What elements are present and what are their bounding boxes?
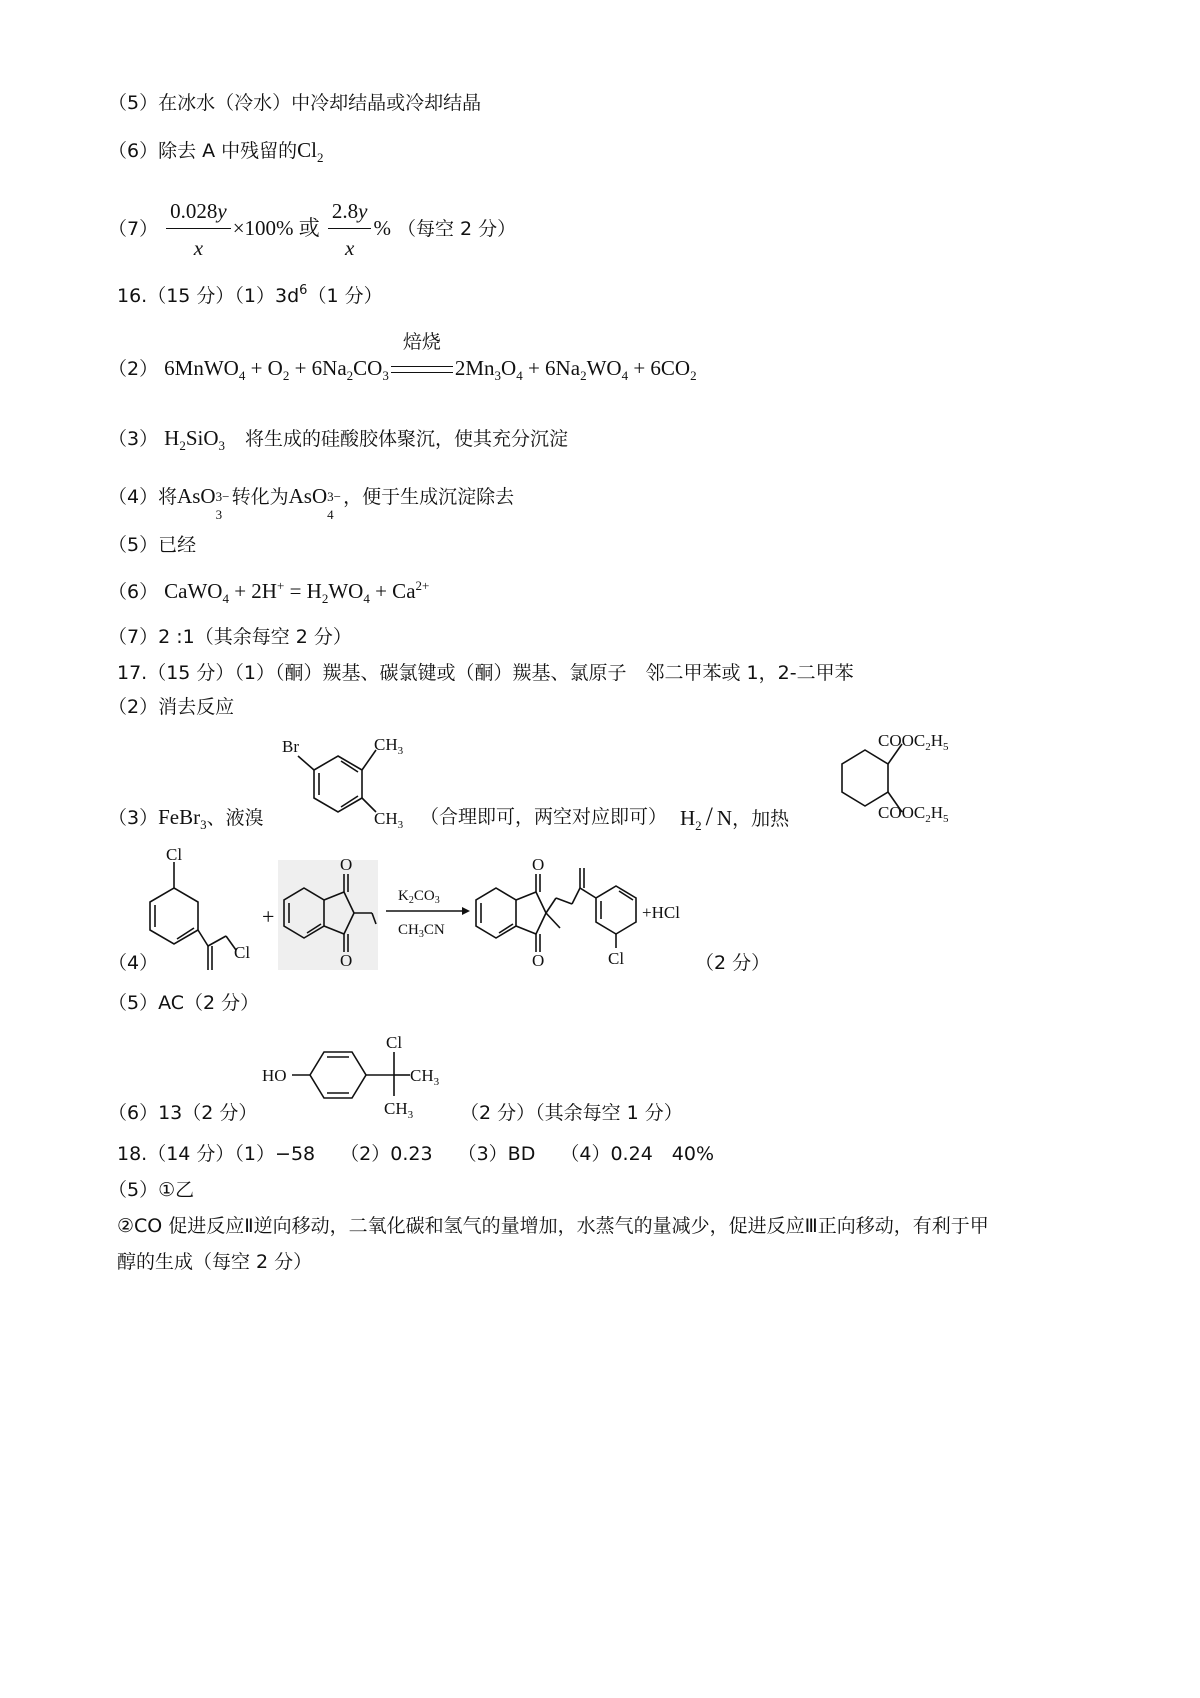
- q16-answer-3-label: （3）: [108, 428, 159, 450]
- cumyl-methyl-right: $CH_3$: [410, 1066, 440, 1088]
- q17-answer-6-note: （2 分）（其余每空 1 分）: [460, 1102, 683, 1124]
- times-100-percent-or: ×100% 或: [232, 216, 320, 240]
- q17-answer-5: （5）AC（2 分）: [108, 992, 260, 1014]
- cumyl-methyl-bottom: $CH_3$: [384, 1099, 414, 1120]
- hydroxyl-label: HO: [262, 1066, 287, 1085]
- indandione-shaded-box: [278, 860, 378, 970]
- mnwo4-roasting-equation: 6MnWO$_4$ + $O_2 + 6Na_2CO_3$: [164, 356, 389, 383]
- q16-answer-2-label: （2）: [108, 358, 159, 380]
- oxygen-label-top: O: [340, 855, 353, 874]
- q16-answer-4: [108, 483, 515, 522]
- bromo-dimethylbenzene-structure: [280, 728, 420, 833]
- roasting-arrow: [391, 330, 453, 377]
- arsenite-ion: AsO 3− 3: [177, 484, 230, 522]
- product-oxygen-top: O: [532, 855, 545, 874]
- q17-answer-3-condition: [680, 804, 789, 832]
- potassium-carbonate-label: $K_2CO_3$: [398, 888, 440, 906]
- q17-answer-3-label: （3）: [108, 807, 159, 829]
- hcl-byproduct: +HCl: [642, 903, 680, 922]
- bromine-label: Br: [282, 737, 299, 756]
- acetonitrile-label: $CH_3CN$: [398, 922, 445, 940]
- q17-answer-4-label: （4）: [108, 952, 159, 974]
- q17-answer-3: [108, 804, 264, 831]
- q18-answer-5: （5）①乙: [108, 1179, 195, 1201]
- q16-answer-4-mid: 转化为: [231, 486, 289, 508]
- chlorine-label-aryl: Cl: [166, 845, 183, 864]
- arsenate-ion: AsO 3− 4: [288, 484, 341, 522]
- q16-answer-6-label: （6）: [108, 581, 159, 603]
- q17-answer-3-note: （合理即可，两空对应即可）: [420, 806, 668, 828]
- q17-answer-2: （2）消去反应: [108, 696, 235, 718]
- methyl-label-top: $CH_3$: [374, 735, 404, 757]
- product-oxygen-bottom: O: [532, 951, 545, 970]
- q17-answer-4-note: （2 分）: [695, 952, 771, 974]
- product-chlorine-label: Cl: [608, 949, 625, 968]
- q16-answer-4-pre: （4）将: [108, 486, 178, 508]
- q17-answer-6-label: （6）13（2 分）: [108, 1102, 258, 1124]
- fraction-0028y-over-x: $\frac{0.028y}{x}$: [166, 196, 231, 263]
- febr3-formula: FeBr$_3$: [158, 805, 207, 832]
- q16-header-note: （1 分）: [307, 285, 383, 307]
- silicic-acid-formula: $H_2SiO_3$: [164, 426, 225, 453]
- chlorocumylphenol-structure: [258, 1030, 458, 1120]
- q18-answer-5-part2-line2: 醇的生成（每空 2 分）: [117, 1251, 313, 1273]
- q15-answer-6: [108, 137, 324, 164]
- cawo4-acid-equation: CaWO$_4$ + $2H^+ = H_2WO_4 + Ca^{2+}$: [164, 578, 430, 606]
- q15-answer-7-note: （每空 2 分）: [396, 218, 517, 240]
- hydrogen-nickel-catalyst: $H_2$ / N: [680, 802, 733, 833]
- oxygen-label-bottom: O: [340, 951, 353, 970]
- q16-answer-2: （2） 6MnWO$_4$ + $O_2 + 6Na_2CO_3$ 焙烧 $2Mn_3O_4 + 6Na_2WO_4 + 6CO_2$: [108, 330, 697, 383]
- q17-answer-3-condition-tail: ，加热: [732, 808, 790, 830]
- ester-label-bottom: $COOC_2H_5$: [878, 803, 949, 825]
- q16-header: [117, 283, 383, 309]
- q16-answer-3-text: 将生成的硅酸胶体聚沉，使其充分沉淀: [245, 428, 569, 450]
- q15-answer-5: （5）在冰水（冷水）中冷却结晶或冷却结晶: [108, 92, 482, 114]
- q15-answer-6-text: （6）除去 A 中残留的: [108, 140, 298, 162]
- q18-header: 18.（14 分）（1）−58 （2）0.23 （3）BD （4）0.24 40%: [117, 1143, 715, 1165]
- methyl-label-bottom: $CH_3$: [374, 809, 404, 831]
- q16-header-sup: 6: [299, 283, 308, 298]
- cyclohexane-diester-structure: [820, 722, 990, 832]
- fraction-28y-over-x: $\frac{2.8y}{x}$: [328, 196, 372, 263]
- q17-header: 17.（15 分）（1）（酮）羰基、碳氯键或（酮）羰基、氯原子 邻二甲苯或 1，2-二甲苯: [117, 662, 854, 684]
- q16-answer-5: （5）已经: [108, 534, 197, 556]
- roasting-condition: 焙烧: [402, 330, 441, 353]
- q17-answer-3-reagent: 、液溴: [206, 807, 264, 829]
- q15-answer-7: [108, 196, 516, 263]
- percent-sign: %: [373, 216, 391, 240]
- chlorine-formula: $Cl_2$: [297, 138, 324, 165]
- q16-header-text: 16.（15 分）（1）3d: [117, 285, 300, 307]
- q16-answer-3: [108, 425, 568, 452]
- cumyl-chlorine-label: Cl: [386, 1033, 403, 1052]
- q18-answer-5-part2-line1: ②CO 促进反应Ⅱ逆向移动，二氧化碳和氢气的量增加，水蒸气的量减少，促进反应Ⅲ正向移动，有利于甲: [117, 1215, 989, 1237]
- ester-label-top: $COOC_2H_5$: [878, 731, 949, 753]
- q16-answer-7: （7）2 :1（其余每空 2 分）: [108, 626, 352, 648]
- q16-answer-6: [108, 578, 429, 605]
- q17-reaction-scheme: [140, 842, 710, 977]
- q15-answer-7-label: （7）: [108, 218, 159, 240]
- chlorine-label-allyl: Cl: [234, 943, 251, 962]
- q16-answer-4-post: ，便于生成沉淀除去: [343, 486, 515, 508]
- plus-sign: +: [262, 904, 275, 929]
